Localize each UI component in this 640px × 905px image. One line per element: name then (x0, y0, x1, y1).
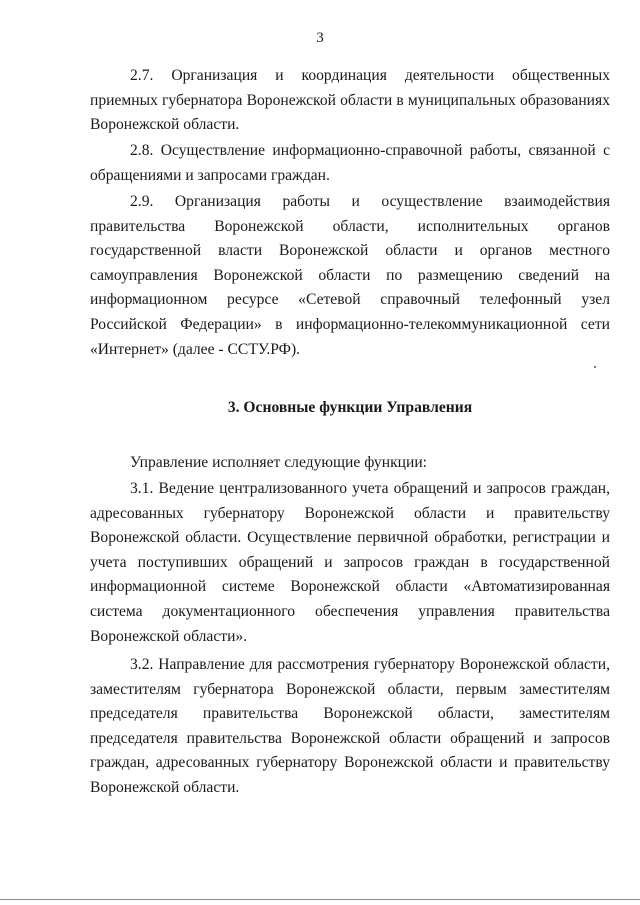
paragraph-3-2: 3.2. Направление для рассмотрения губернатору Воронежской области, заместителям губернатора Воронежской области, первым заместителям председателя правительства Воронежской области, заместителям председателя правительства Воронежской области обращений и запросов граждан, адресованных губернатору Воронежской области и правительству Воронежской области. (90, 656, 610, 796)
paragraph-2-7: 2.7. Организация и координация деятельности общественных приемных губернатора Воронежской области в муниципальных образованиях Воронежской области. (90, 67, 610, 134)
paragraph-3-1: 3.1. Ведение централизованного учета обращений и запросов граждан, адресованных губернатору Воронежской области и правительству Воронежской области. Осуществление первичной обработки, регистрации и учета поступивших обращений и запросов граждан в государственной информационной системе Воронежской области «Автоматизированная система документационного обеспечения управления правительства Воронежской области». (90, 480, 610, 645)
section-heading: 3. Основные функции Управления (227, 399, 473, 416)
paragraph-2-9: 2.9. Организация работы и осуществление взаимодействия правительства Воронежской области, исполнительных органов государственной власти Воронежской области и органов местного самоуправления Воронежской области по размещению сведений на информационном ресурсе «Сетевой справочный телефонный узел Российской Федерации» в информационно-телекоммуникационной сети «Интернет» (далее - ССТУ.РФ). (90, 193, 610, 358)
page-number: 3 (316, 30, 324, 46)
scan-speck (594, 366, 596, 368)
page-bottom-edge (0, 899, 640, 900)
paragraph-2-8: 2.8. Осуществление информационно-справочной работы, связанной с обращениями и запросами граждан. (90, 142, 610, 184)
functions-intro: Управление исполняет следующие функции: (130, 454, 428, 471)
